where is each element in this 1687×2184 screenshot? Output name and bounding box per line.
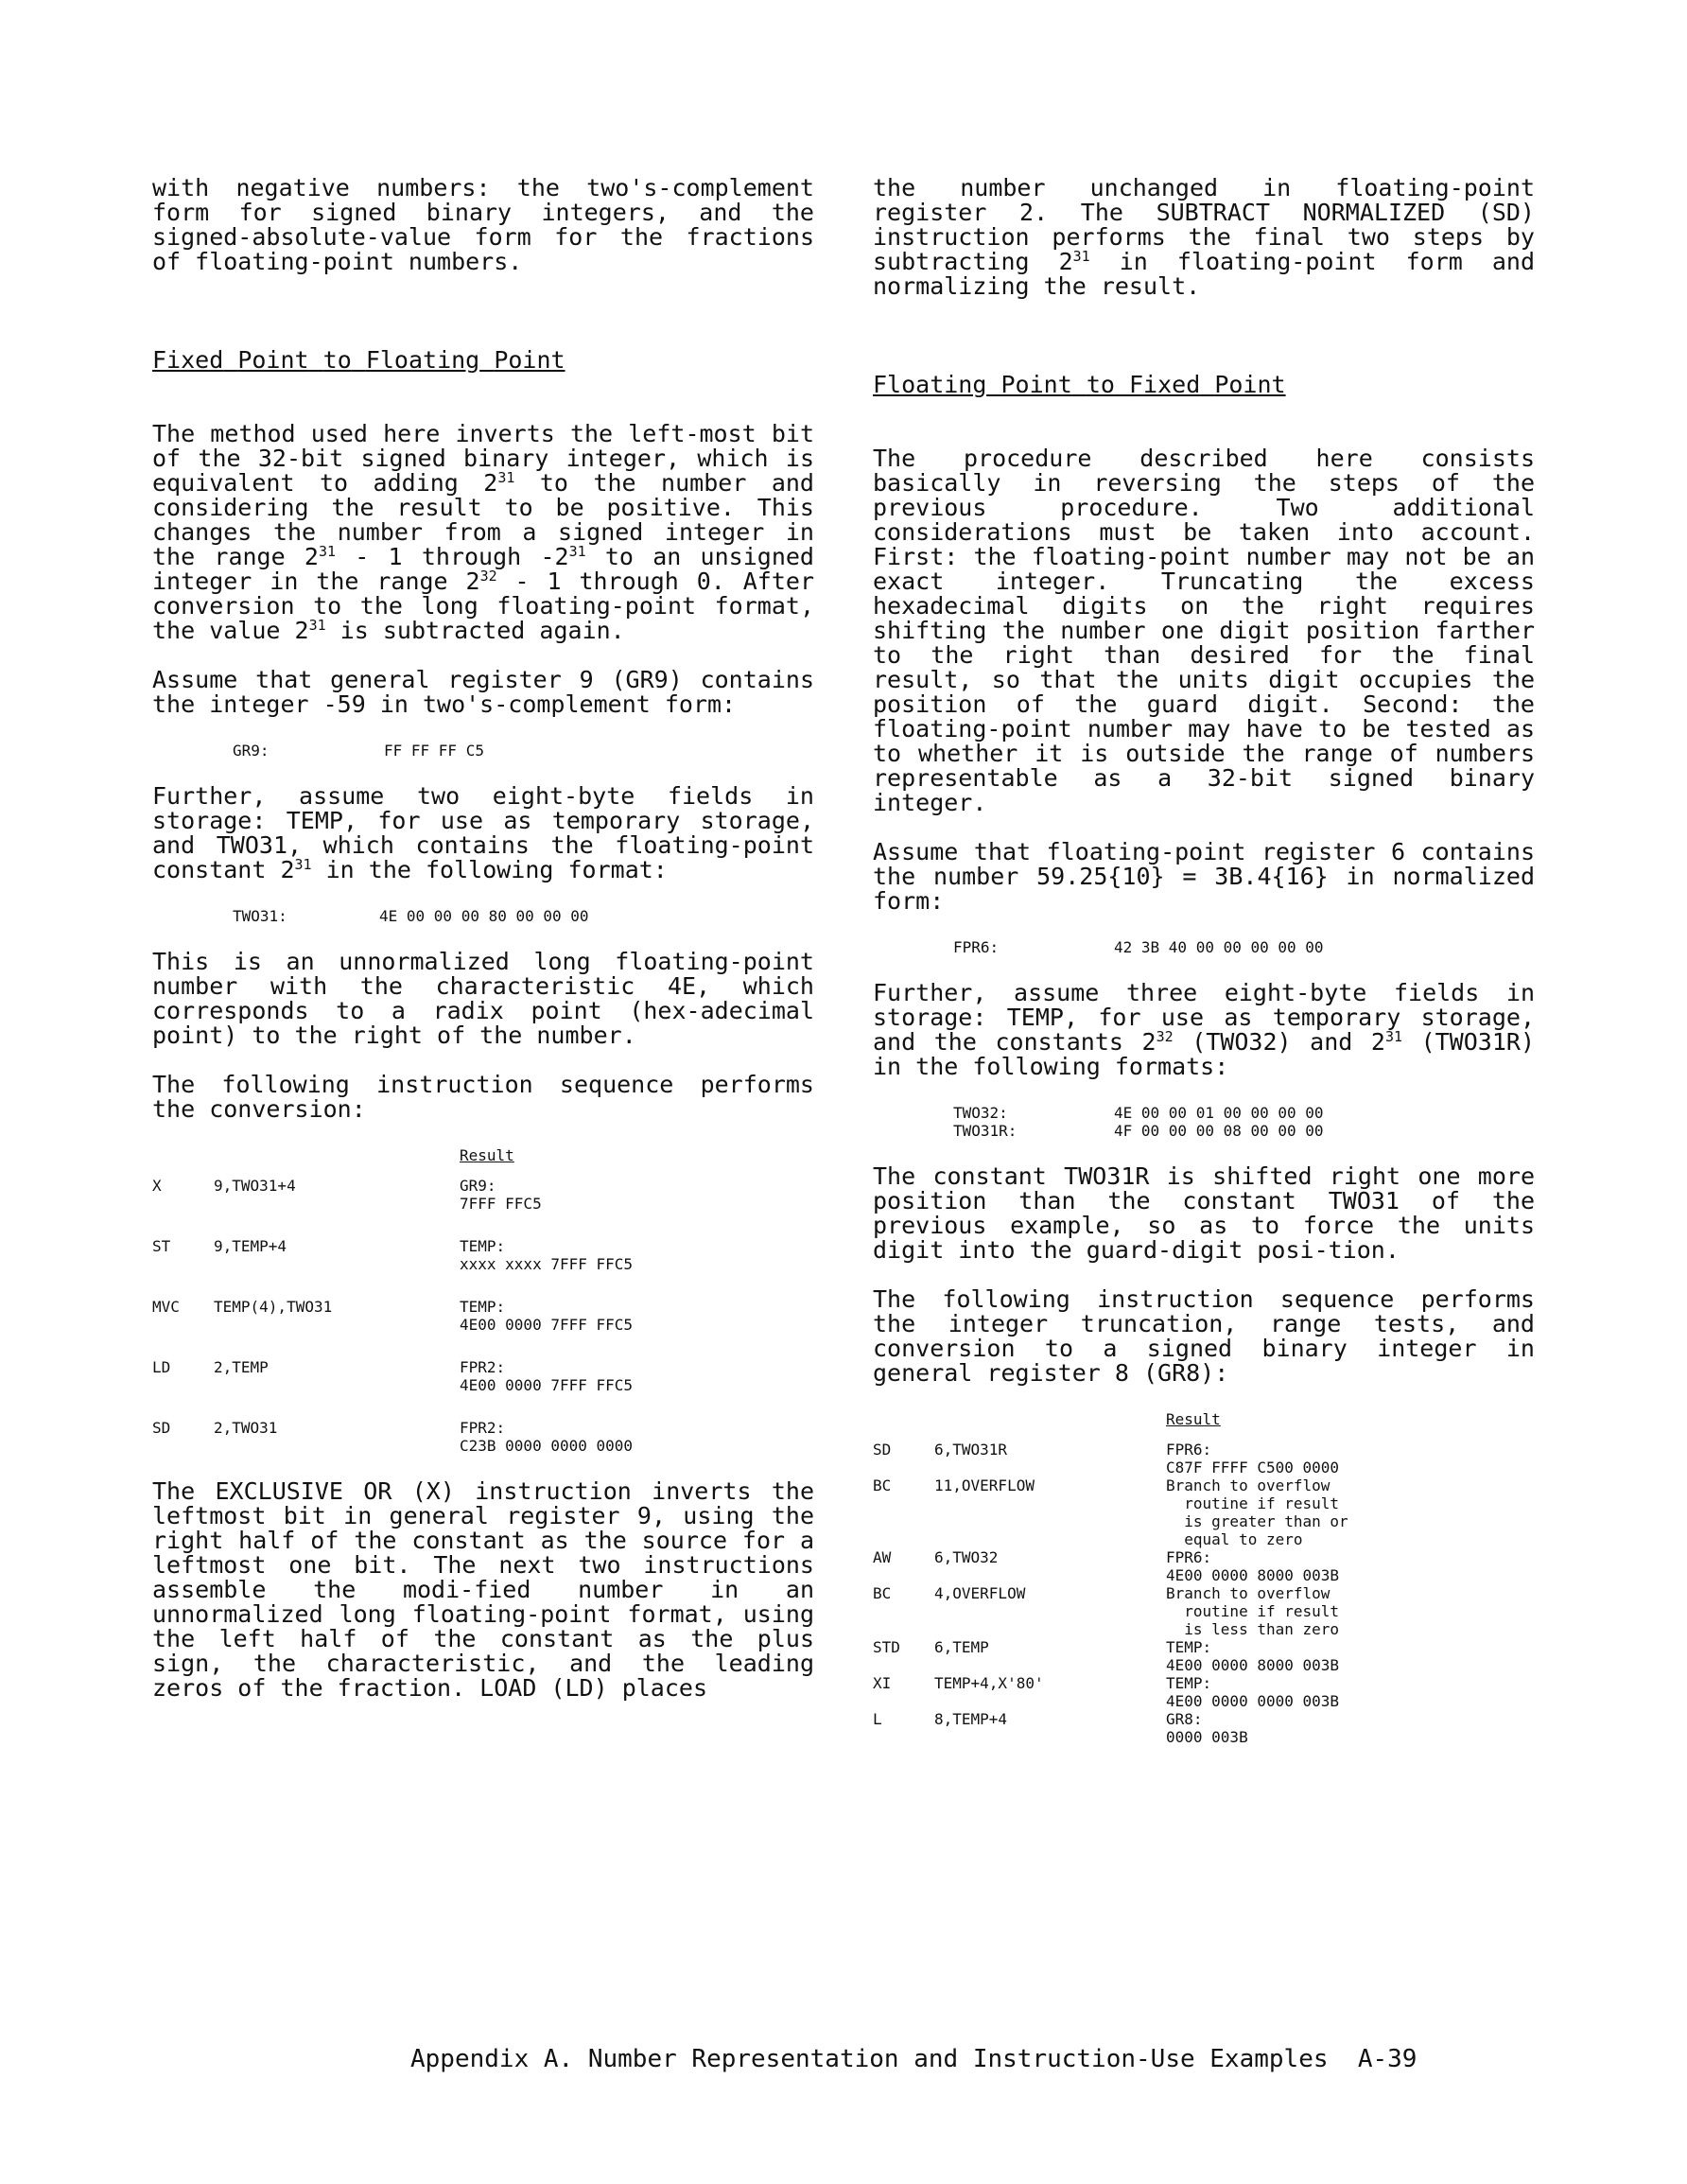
left-heading: Fixed Point to Floating Point xyxy=(152,346,565,374)
code-row: AW 6,TWO32 FPR6: 4E00 0000 8000 003B xyxy=(873,1548,1340,1584)
left-intro: with negative numbers: the two's-complement form for signed binary integers, and the signed-absolute-value form for the fractions of floating-point numbers. xyxy=(152,174,814,275)
result-heading: Result xyxy=(460,1146,514,1164)
code-row: X 9,TWO31+4 GR9: 7FFF FFC5 xyxy=(152,1177,542,1213)
gr9-register-line: GR9: FF FF FF C5 xyxy=(233,742,484,760)
two31r-constant-line: TWO31R: 4F 00 00 00 08 00 00 00 xyxy=(953,1122,1324,1140)
right-paragraph-assume: Assume that floating-point register 6 contains the number 59.25{10} = 3B.4{16} in normalized form: xyxy=(873,838,1535,915)
code-row: BC 11,OVERFLOW Branch to overflow routine if result is greater than or equal to zero xyxy=(873,1476,1348,1548)
left-paragraph-exclusive-or: The EXCLUSIVE OR (X) instruction inverts the leftmost bit in general register 9, using the right half of the constant as the source for a leftmost one bit. The next two instructions assemble the modi-fied number in an unnormalized long floating-point format, using the left half of the constant as the plus sign, the characteristic, and the leading zeros of the fraction. LOAD (LD) places xyxy=(152,1477,814,1702)
right-paragraph-shifted: The constant TWO31R is shifted right one more position than the constant TWO31 of the previous example, so as to force the units digit into the guard-digit posi-tion. xyxy=(873,1162,1535,1264)
right-heading: Floating Point to Fixed Point xyxy=(873,371,1286,398)
two31-constant-line: TWO31: 4E 00 00 00 80 00 00 00 xyxy=(233,907,589,925)
left-paragraph-further: Further, assume two eight-byte fields in storage: TEMP, for use as temporary storage, and TWO31, which contains the floating-point constant $2^{31}$ in the following format: xyxy=(152,782,814,883)
right-instruction-sequence xyxy=(873,1410,1535,1746)
left-column xyxy=(152,176,814,1725)
constants-block xyxy=(873,1104,1535,1140)
right-paragraph-further: Further, assume three eight-byte fields in storage: TEMP, for use as temporary storage, and the constants $2^{32}$ (TWO32) and $2^{31}$ (TWO31R) in the following formats: xyxy=(873,979,1535,1080)
right-paragraph-sequence: The following instruction sequence performs the integer truncation, range tests, and conversion to a signed binary integer in general register 8 (GR8): xyxy=(873,1285,1535,1387)
code-row: LD 2,TEMP FPR2: 4E00 0000 7FFF FFC5 xyxy=(152,1358,634,1394)
code-row: STD 6,TEMP TEMP: 4E00 0000 8000 003B xyxy=(873,1638,1340,1674)
code-row: XI TEMP+4,X'80' TEMP: 4E00 0000 0000 003B xyxy=(873,1674,1340,1710)
code-row: MVC TEMP(4),TWO31 TEMP: 4E00 0000 7FFF FFC5 xyxy=(152,1298,634,1334)
code-row: BC 4,OVERFLOW Branch to overflow routine if result is less than zero xyxy=(873,1584,1340,1638)
page-footer: Appendix A. Number Representation and Instruction-Use Examples A-39 xyxy=(410,2045,1417,2073)
right-paragraph-procedure: The procedure described here consists basically in reversing the steps of the previous procedure. Two additional considerations must be taken into account. First: the floating-point number may not be an exact integer. Truncating the excess hexadecimal digits on the right requires shifting the number one digit position farther to the right than desired for the final result, so that the units digit occupies the position of the guard digit. Second: the floating-point number may have to be tested as to whether it is outside the range of numbers representable as a 32-bit signed binary integer. xyxy=(873,445,1535,816)
left-paragraph-method: The method used here inverts the left-most bit of the 32-bit signed binary integer, which is equivalent to adding $2^{31}$ to the number and considering the result to be positive. This changes the number from a signed integer in the range $2^{31} - 1$ through $-2^{31}$ to an unsigned integer in the range $2^{32} - 1$ through 0. After conversion to the long floating-point format, the value $2^{31}$ is subtracted again. xyxy=(152,420,814,644)
left-instruction-sequence xyxy=(152,1146,814,1455)
right-intro: the number unchanged in floating-point register 2. The SUBTRACT NORMALIZED (SD) instruction performs the final two steps by subtracting $2^{31}$ in floating-point form and normalizing the result. xyxy=(873,174,1536,300)
left-paragraph-unnormalized: This is an unnormalized long floating-point number with the characteristic 4E, which corresponds to a radix point (hex-adecimal point) to the right of the number. xyxy=(152,948,814,1049)
right-column xyxy=(873,176,1535,1746)
code-row: ST 9,TEMP+4 TEMP: xxxx xxxx 7FFF FFC5 xyxy=(152,1237,634,1273)
left-paragraph-assume: Assume that general register 9 (GR9) contains the integer -59 in two's-complement form: xyxy=(152,666,814,718)
fpr6-register-line: FPR6: 42 3B 40 00 00 00 00 00 xyxy=(953,938,1324,956)
two32-constant-line: TWO32: 4E 00 00 01 00 00 00 00 xyxy=(953,1104,1324,1122)
code-row: SD 6,TWO31R FPR6: C87F FFFF C500 0000 xyxy=(873,1441,1340,1476)
result-heading: Result xyxy=(1166,1410,1221,1428)
code-row: SD 2,TWO31 FPR2: C23B 0000 0000 0000 xyxy=(152,1419,634,1455)
left-paragraph-sequence: The following instruction sequence performs the conversion: xyxy=(152,1071,814,1123)
code-row: L 8,TEMP+4 GR8: 0000 003B xyxy=(873,1710,1248,1746)
